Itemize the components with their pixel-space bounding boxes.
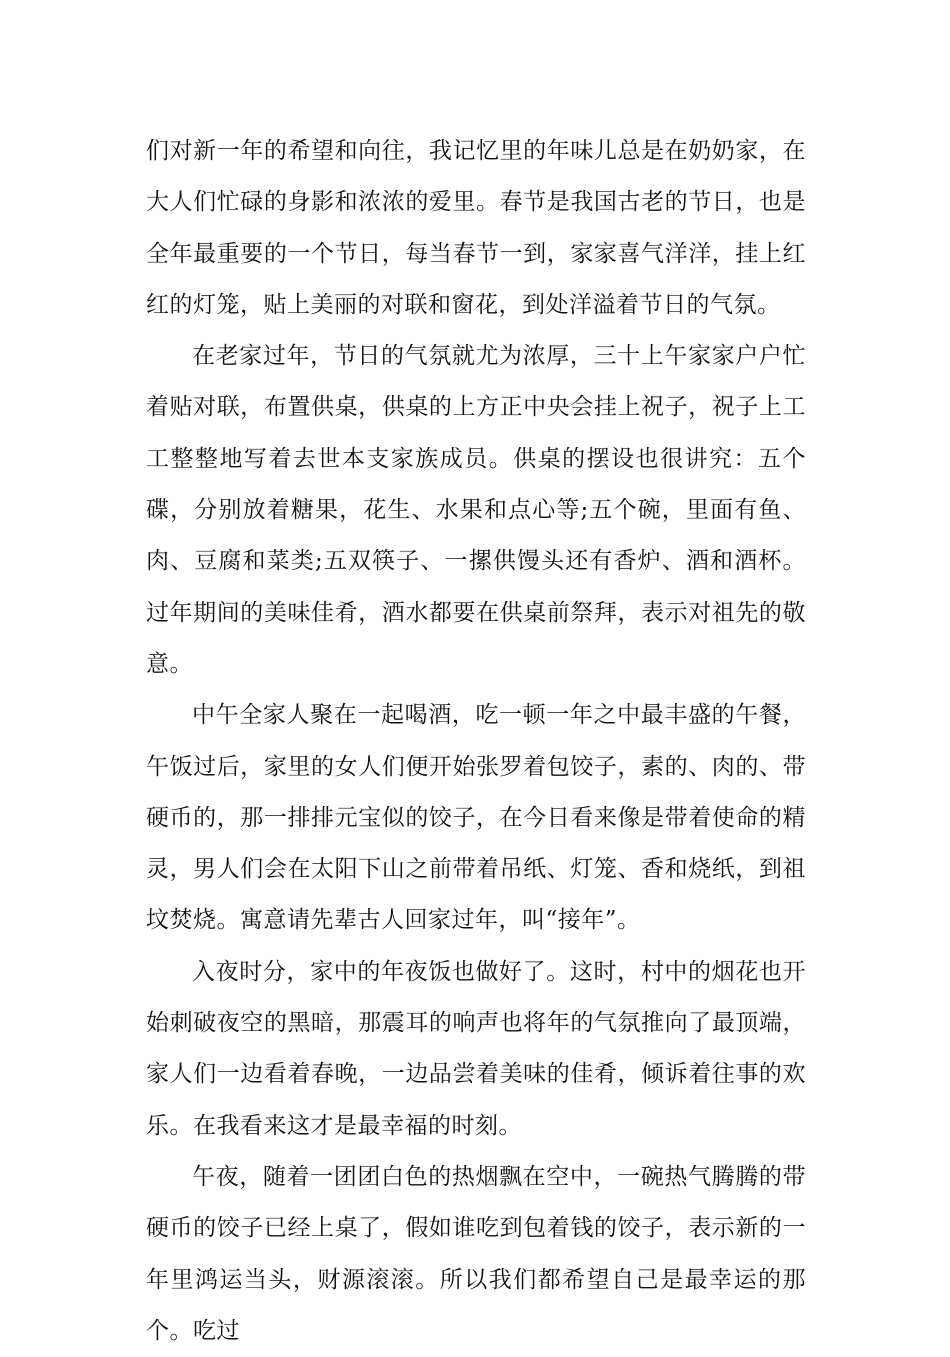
paragraph-continuation: 们对新一年的希望和向往，我记忆里的年味儿总是在奶奶家，在大人们忙碌的身影和浓浓的爱里。春节是我国古老的节日，也是全年最重要的一个节日，每当春节一到，家家喜气洋洋，挂上红红的灯笼，贴上美丽的对联和窗花，到处洋溢着节日的气氛。 <box>146 138 806 318</box>
paragraph-new-year-eve-dinner: 入夜时分，家中的年夜饭也做好了。这时，村中的烟花也开始刺破夜空的黑暗，那震耳的响声也将年的气氛推向了最顶端，家人们一边看着春晚，一边品尝着美味的佳肴，倾诉着往事的欢乐。在我看来这才是最幸福的时刻。 <box>146 958 806 1139</box>
paragraph-midnight-dumplings: 午夜，随着一团团白色的热烟飘在空中，一碗热气腾腾的带硬币的饺子已经上桌了，假如谁吃到包着钱的饺子，表示新的一年里鸿运当头，财源滚滚。所以我们都希望自己是最幸运的那个。吃过 <box>146 1163 806 1344</box>
document-body <box>146 126 806 1357</box>
paragraph-noon-dumplings: 中午全家人聚在一起喝酒，吃一顿一年之中最丰盛的午餐，午饭过后，家里的女人们便开始张罗着包饺子，素的、肉的、带硬币的，那一排排元宝似的饺子，在今日看来像是带着使命的精灵，男人们会在太阳下山之前带着吊纸、灯笼、香和烧纸，到祖坟焚烧。寓意请先辈古人回家过年，叫“接年”。 <box>146 702 806 934</box>
paragraph-hometown-offering-table: 在老家过年，节日的气氛就尤为浓厚，三十上午家家户户忙着贴对联，布置供桌，供桌的上方正中央会挂上祝子，祝子上工工整整地写着去世本支家族成员。供桌的摆设也很讲究：五个碟，分别放着糖果，花生、水果和点心等;五个碗，里面有鱼、肉、豆腐和菜类;五双筷子、一摞供馒头还有香炉、酒和酒杯。过年期间的美味佳肴，酒水都要在供桌前祭拜，表示对祖先的敬意。 <box>146 343 806 677</box>
